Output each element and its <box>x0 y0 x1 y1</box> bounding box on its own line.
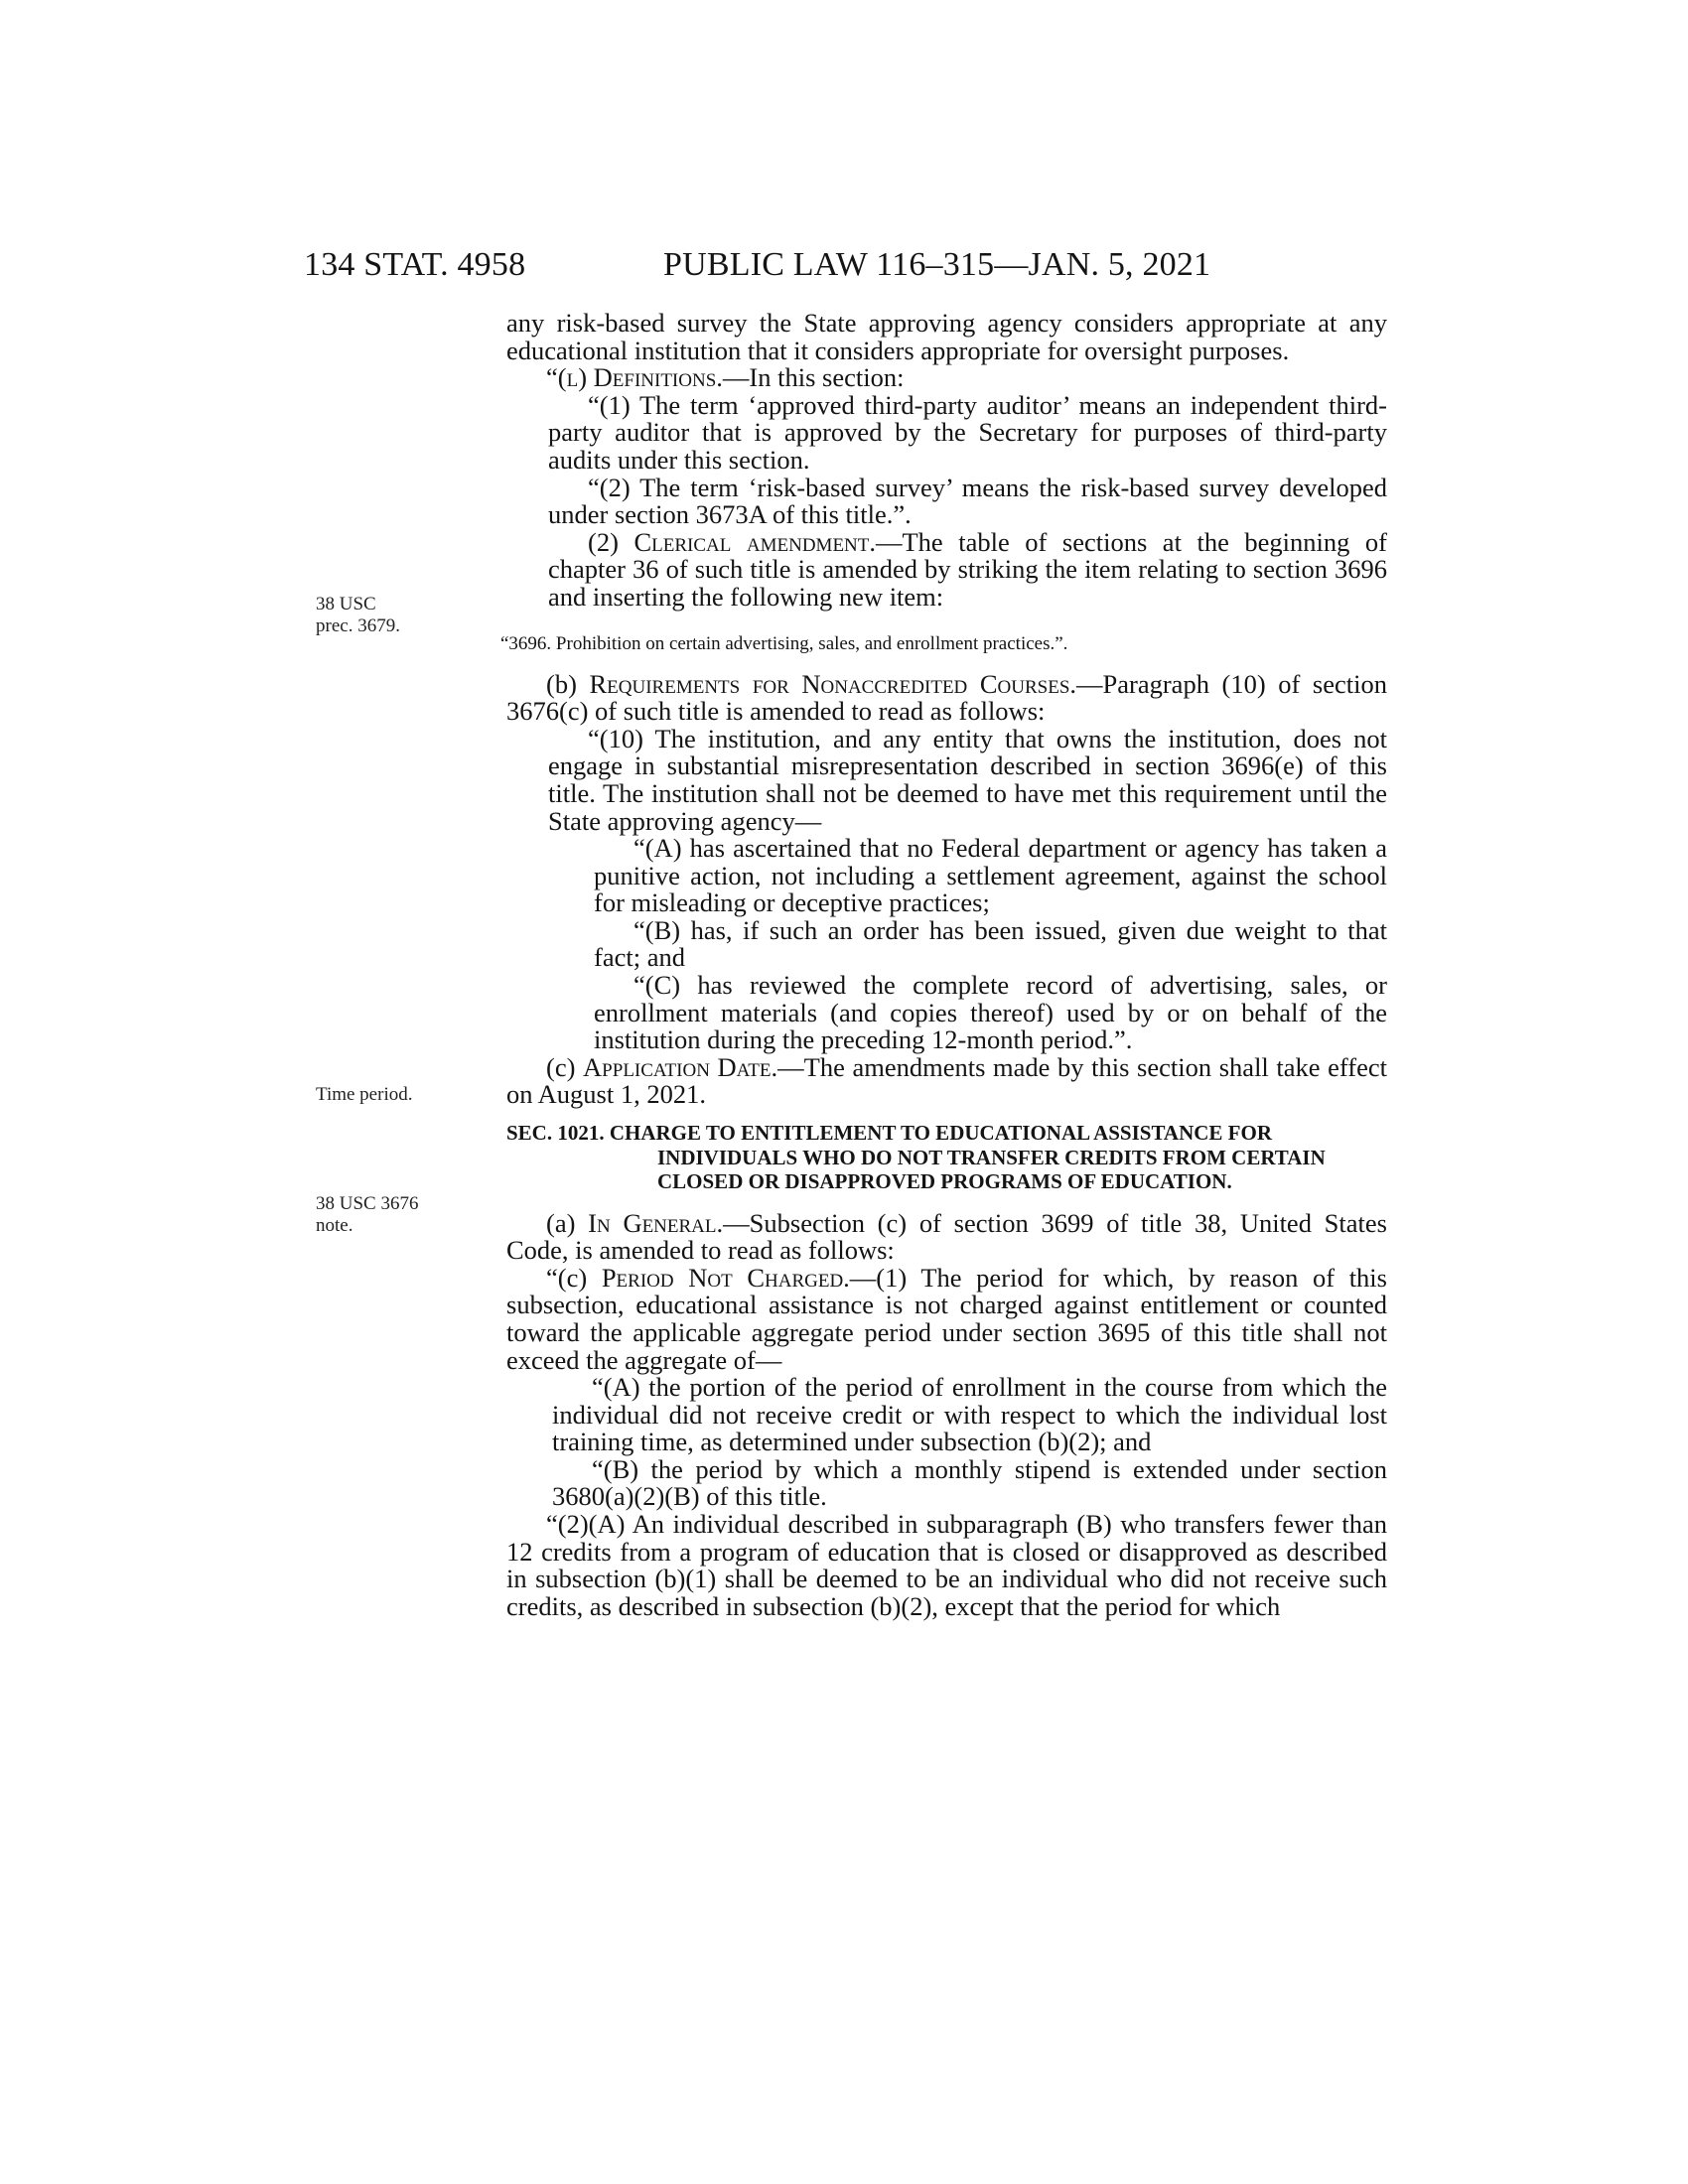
running-header-title: PUBLIC LAW 116–315—JAN. 5, 2021 <box>663 246 1211 283</box>
subsection-b <box>506 668 1387 727</box>
subsection-heading: “(l) Definitions. <box>546 362 723 393</box>
subsection-text: —Subsection (c) of section 3699 of title 38, United States Code, is amended to read as follows: <box>506 1207 1387 1266</box>
paragraph-10: “(10) The institution, and any entity that owns the institution, does not engage in substantial misrepresentation described in section 3696(e) of this title. The institution shall not be deemed to have met this requirement until the State approving agency— <box>548 723 1387 836</box>
page-stat-number: 134 STAT. 4958 <box>304 246 526 283</box>
subsection-heading: Requirements for Nonaccredited Courses. <box>589 668 1077 699</box>
subsection-text: —In this section: <box>722 362 905 393</box>
subparagraph-a: “(A) has ascertained that no Federal department or agency has taken a punitive action, not including a settlement agreement, against the school for misleading or deceptive practices; <box>594 833 1387 918</box>
table-of-sections-item: “3696. Prohibition on certain advertising, sales, and enrollment practices.”. <box>500 632 1068 654</box>
margin-note-usc-note <box>316 1193 418 1237</box>
subsection-prefix: (a) <box>546 1207 589 1238</box>
subparagraph-c-a: “(A) the portion of the period of enrollment in the course from which the individual did not receive credit or with respect to which the individual lost training time, as determined under subsection (b)(2); and <box>552 1372 1387 1457</box>
subsection-heading: Application Date. <box>583 1051 778 1082</box>
margin-note-line: 38 USC <box>316 594 376 614</box>
paragraph-text: —The table of sections at the beginning of chapter 36 of such title is amended by striking the item relating to section 3696 and inserting the following new item: <box>548 526 1387 612</box>
subsection-heading: In General. <box>588 1207 724 1238</box>
subparagraph-c-b: “(B) the period by which a monthly stipend is extended under section 3680(a)(2)(B) of this title. <box>552 1453 1387 1512</box>
margin-note-time-period: Time period. <box>316 1084 413 1105</box>
paragraph-2a: “(2)(A) An individual described in subparagraph (B) who transfers fewer than 12 credits from a program of education that is closed or disapproved as described in subsection (b)(1) shall be deemed to be an individual who did not receive such credits, as described in subsection (b)(2), except that the period for which <box>506 1509 1387 1621</box>
paragraph-continuation: any risk-based survey the State approving agency considers appropriate at any educational institution that it considers appropriate for oversight purposes. <box>506 308 1387 365</box>
margin-note-line: 38 USC 3676 <box>316 1193 419 1214</box>
margin-note-usc-prec <box>316 594 400 637</box>
subsection-c-period-not-charged <box>506 1262 1387 1375</box>
margin-note-line: prec. 3679. <box>316 615 400 636</box>
margin-note-line: note. <box>316 1215 353 1236</box>
subsection-prefix: (b) <box>546 668 590 699</box>
subsection-l-definitions <box>506 364 1387 392</box>
subsection-text: —(1) The period for which, by reason of this subsection, educational assistance is not charged against entitlement or counted toward the applicable aggregate period under section 3695 of this title shall not exceed the aggregate of— <box>506 1262 1387 1375</box>
definition-1: “(1) The term ‘approved third-party auditor’ means an independent third-party auditor that is approved by the Secretary for purposes of third-party audits under this section. <box>548 389 1387 475</box>
document-body <box>500 308 1387 1621</box>
section-heading: SEC. 1021. CHARGE TO ENTITLEMENT TO EDUCATIONAL ASSISTANCE FOR INDIVIDUALS WHO DO NOT TRANSFER CREDITS FROM CERTAIN CLOSED OR DISAPPROVED PROGRAMS OF EDUCATION. <box>506 1121 1326 1194</box>
subsection-c-application-date <box>506 1051 1387 1110</box>
section-1021-subsection-a <box>506 1207 1387 1266</box>
subsection-prefix: “(c) <box>546 1262 602 1293</box>
paragraph-heading: Clerical amendment. <box>633 526 876 557</box>
subparagraph-c: “(C) has reviewed the complete record of advertising, sales, or enrollment materials (and copies thereof) used by or on behalf of the institution during the preceding 12-month period.”. <box>594 970 1387 1055</box>
subsection-text: —The amendments made by this section shall take effect on August 1, 2021. <box>506 1051 1387 1110</box>
subsection-heading: Period Not Charged. <box>601 1262 850 1293</box>
subparagraph-b: “(B) has, if such an order has been issued, given due weight to that fact; and <box>594 914 1387 973</box>
definition-2: “(2) The term ‘risk-based survey’ means the risk-based survey developed under section 3673A of this title.”. <box>548 472 1387 530</box>
paragraph-prefix: (2) <box>588 526 634 557</box>
subsection-prefix: (c) <box>546 1051 584 1082</box>
subsection-text: —Paragraph (10) of section 3676(c) of such title is amended to read as follows: <box>506 668 1387 727</box>
clerical-amendment <box>506 526 1387 612</box>
